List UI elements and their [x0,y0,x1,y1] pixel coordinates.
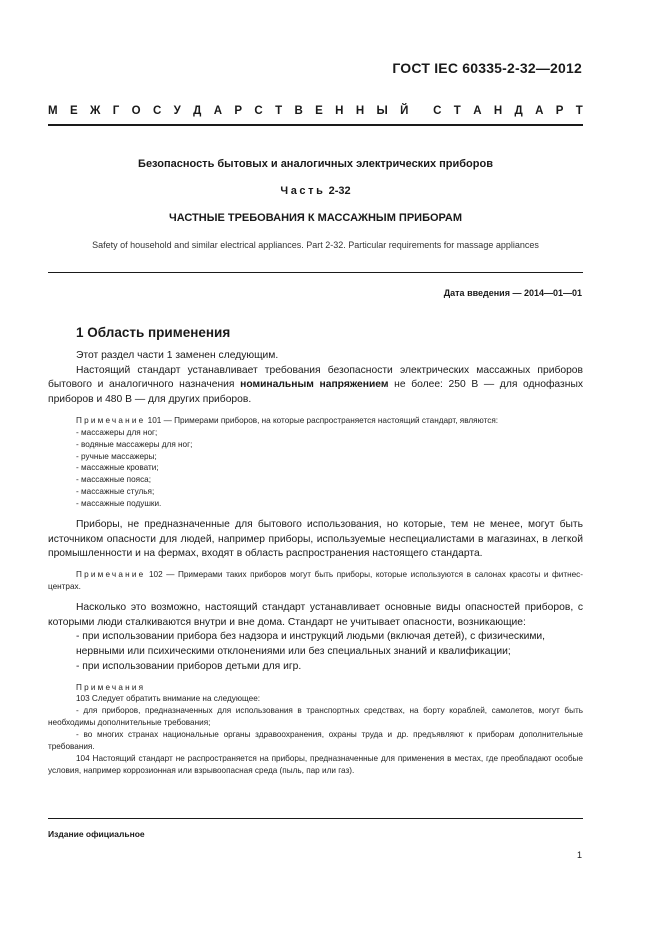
note-101 [48,415,583,427]
paragraph: Насколько это возможно, настоящий стандарт устанавливает основные виды опасностей приборов, с которыми люди сталкиваются внутри и вне дома. Стандарт не учитывает опасности, возникающие: [48,601,583,628]
banner-letter: Т [453,105,461,117]
note-label: Примечание [76,570,146,580]
note-text: 102 — Примерами таких приборов могут быть приборы, которые используются в салонах красоты и фитнес-центрах. [48,570,583,592]
banner-letter: А [473,105,482,117]
note-item-text: во многих странах национальные органы здравоохранения, охраны труда и др. предъявляют к приборам дополнительные требования. [48,730,583,752]
banner-letter: В [294,105,303,117]
banner-letter: С [433,105,442,117]
document-subtitle: ЧАСТНЫЕ ТРЕБОВАНИЯ К МАССАЖНЫМ ПРИБОРАМ [168,212,463,224]
note-text: 101 — Примерами приборов, на которые распространяется настоящий стандарт, являются: [145,415,499,425]
footer-divider [48,818,583,819]
banner-letter: Д [193,105,202,117]
scope-text-end: не более: 250 В — для однофазных приборов и 480 В — для других приборов. [48,379,583,406]
banner-letter: С [152,105,162,117]
list-item: - при использовании приборов детьми для игр. [76,660,583,675]
banner-letter: С [254,105,263,117]
banner-letter: Г [112,105,120,117]
english-title: Safety of household and similar electrical appliances. Part 2-32. Particular requirements for massage appliances [92,240,539,250]
banner-letter: Е [69,105,78,117]
list-item: - при использовании прибора без надзора и инструкций людьми (включая детей), с физическими, нервными или психическими отклонениями или без специальных знаний и квалификации; [76,630,583,659]
standard-code: ГОСТ IEC 60335-2-32—2012 [392,60,582,76]
note-label: Примечания [76,682,146,692]
scope-text-start: Настоящий стандарт устанавливает требования безопасности электрических массажных приборов бытового и аналогичного назначения [48,364,583,391]
part-number: 2-32 [328,185,351,197]
banner-letter: Й [400,105,409,117]
banner-letter: А [535,105,544,117]
title-divider [48,272,583,273]
rated-voltage-term: номинальным напряжением [240,379,389,391]
banner-letter: Т [275,105,283,117]
banner-letter: У [173,105,181,117]
page-number: 1 [576,850,582,860]
list-item: - массажеры для ног; [76,427,583,439]
banner-letter: А [213,105,223,117]
banner-letter: Т [575,105,583,117]
hazard-list [48,630,583,674]
interstate-standard-banner [48,105,583,117]
document-title: Безопасность бытовых и аналогичных электрических приборов [138,158,493,170]
introduction-date: Дата введения — 2014—01—01 [443,288,582,298]
note-102 [48,569,583,593]
paragraph-scope [48,364,583,408]
note-103: 103 Следует обратить внимание на следующее: [76,694,261,704]
note-103-item: - во многих странах национальные органы здравоохранения, охраны труда и др. предъявляют к приборам дополнительные требования. [48,730,583,752]
list-item: - массажные пояса; [76,474,583,486]
list-item: - водяные массажеры для ног; [76,439,583,451]
note-item-text: для приборов, предназначенных для использования в транспортных средствах, на борту кораблей, самолетов, могут быть необходимы дополнительные требования; [48,706,583,728]
banner-letter: М [48,105,58,117]
list-item: - массажные стулья; [76,486,583,498]
list-item: - ручные массажеры; [76,451,583,463]
part-label [48,185,583,197]
list-item: - массажные подушки. [76,498,583,510]
section-heading: 1 Область применения [76,325,231,340]
banner-letter: Р [555,105,564,117]
part-word: Часть [280,185,326,197]
banner-letter: Ж [89,105,101,117]
banner-letter: Н [355,105,365,117]
paragraph: Этот раздел части 1 заменен следующим. [76,350,279,361]
header-divider [48,124,583,126]
note-104: 104 Настоящий стандарт не распространяется на приборы, предназначенные для применения в местах, где преобладают особые условия, например коррозионная или взрывоопасная среда (пыль, пар или газ). [48,753,583,775]
paragraph: Приборы, не предназначенные для бытового использования, но которые, тем не менее, могут быть источником опасности для людей, например приборы, используемые неспециалистами в магазинах, в легкой промышленности и на фермах, входят в область распространения настоящего стандарта. [48,519,583,560]
list-item: - массажные кровати; [76,462,583,474]
banner-letter: Н [493,105,503,117]
note-label: Примечание [76,415,146,425]
note-103-item: - для приборов, предназначенных для использования в транспортных средствах, на борту кораблей, самолетов, могут быть необходимы дополнительные требования; [48,706,583,728]
banner-letter: Н [335,105,344,117]
appliance-list [48,427,583,510]
banner-letter: Д [514,105,523,117]
edition-label: Издание официальное [48,829,145,839]
section-body [48,349,583,777]
banner-letter: Ы [376,105,388,117]
banner-letter: О [131,105,141,117]
banner-letter: Е [315,105,323,117]
banner-letter: Р [234,105,243,117]
notes-heading [48,682,583,694]
